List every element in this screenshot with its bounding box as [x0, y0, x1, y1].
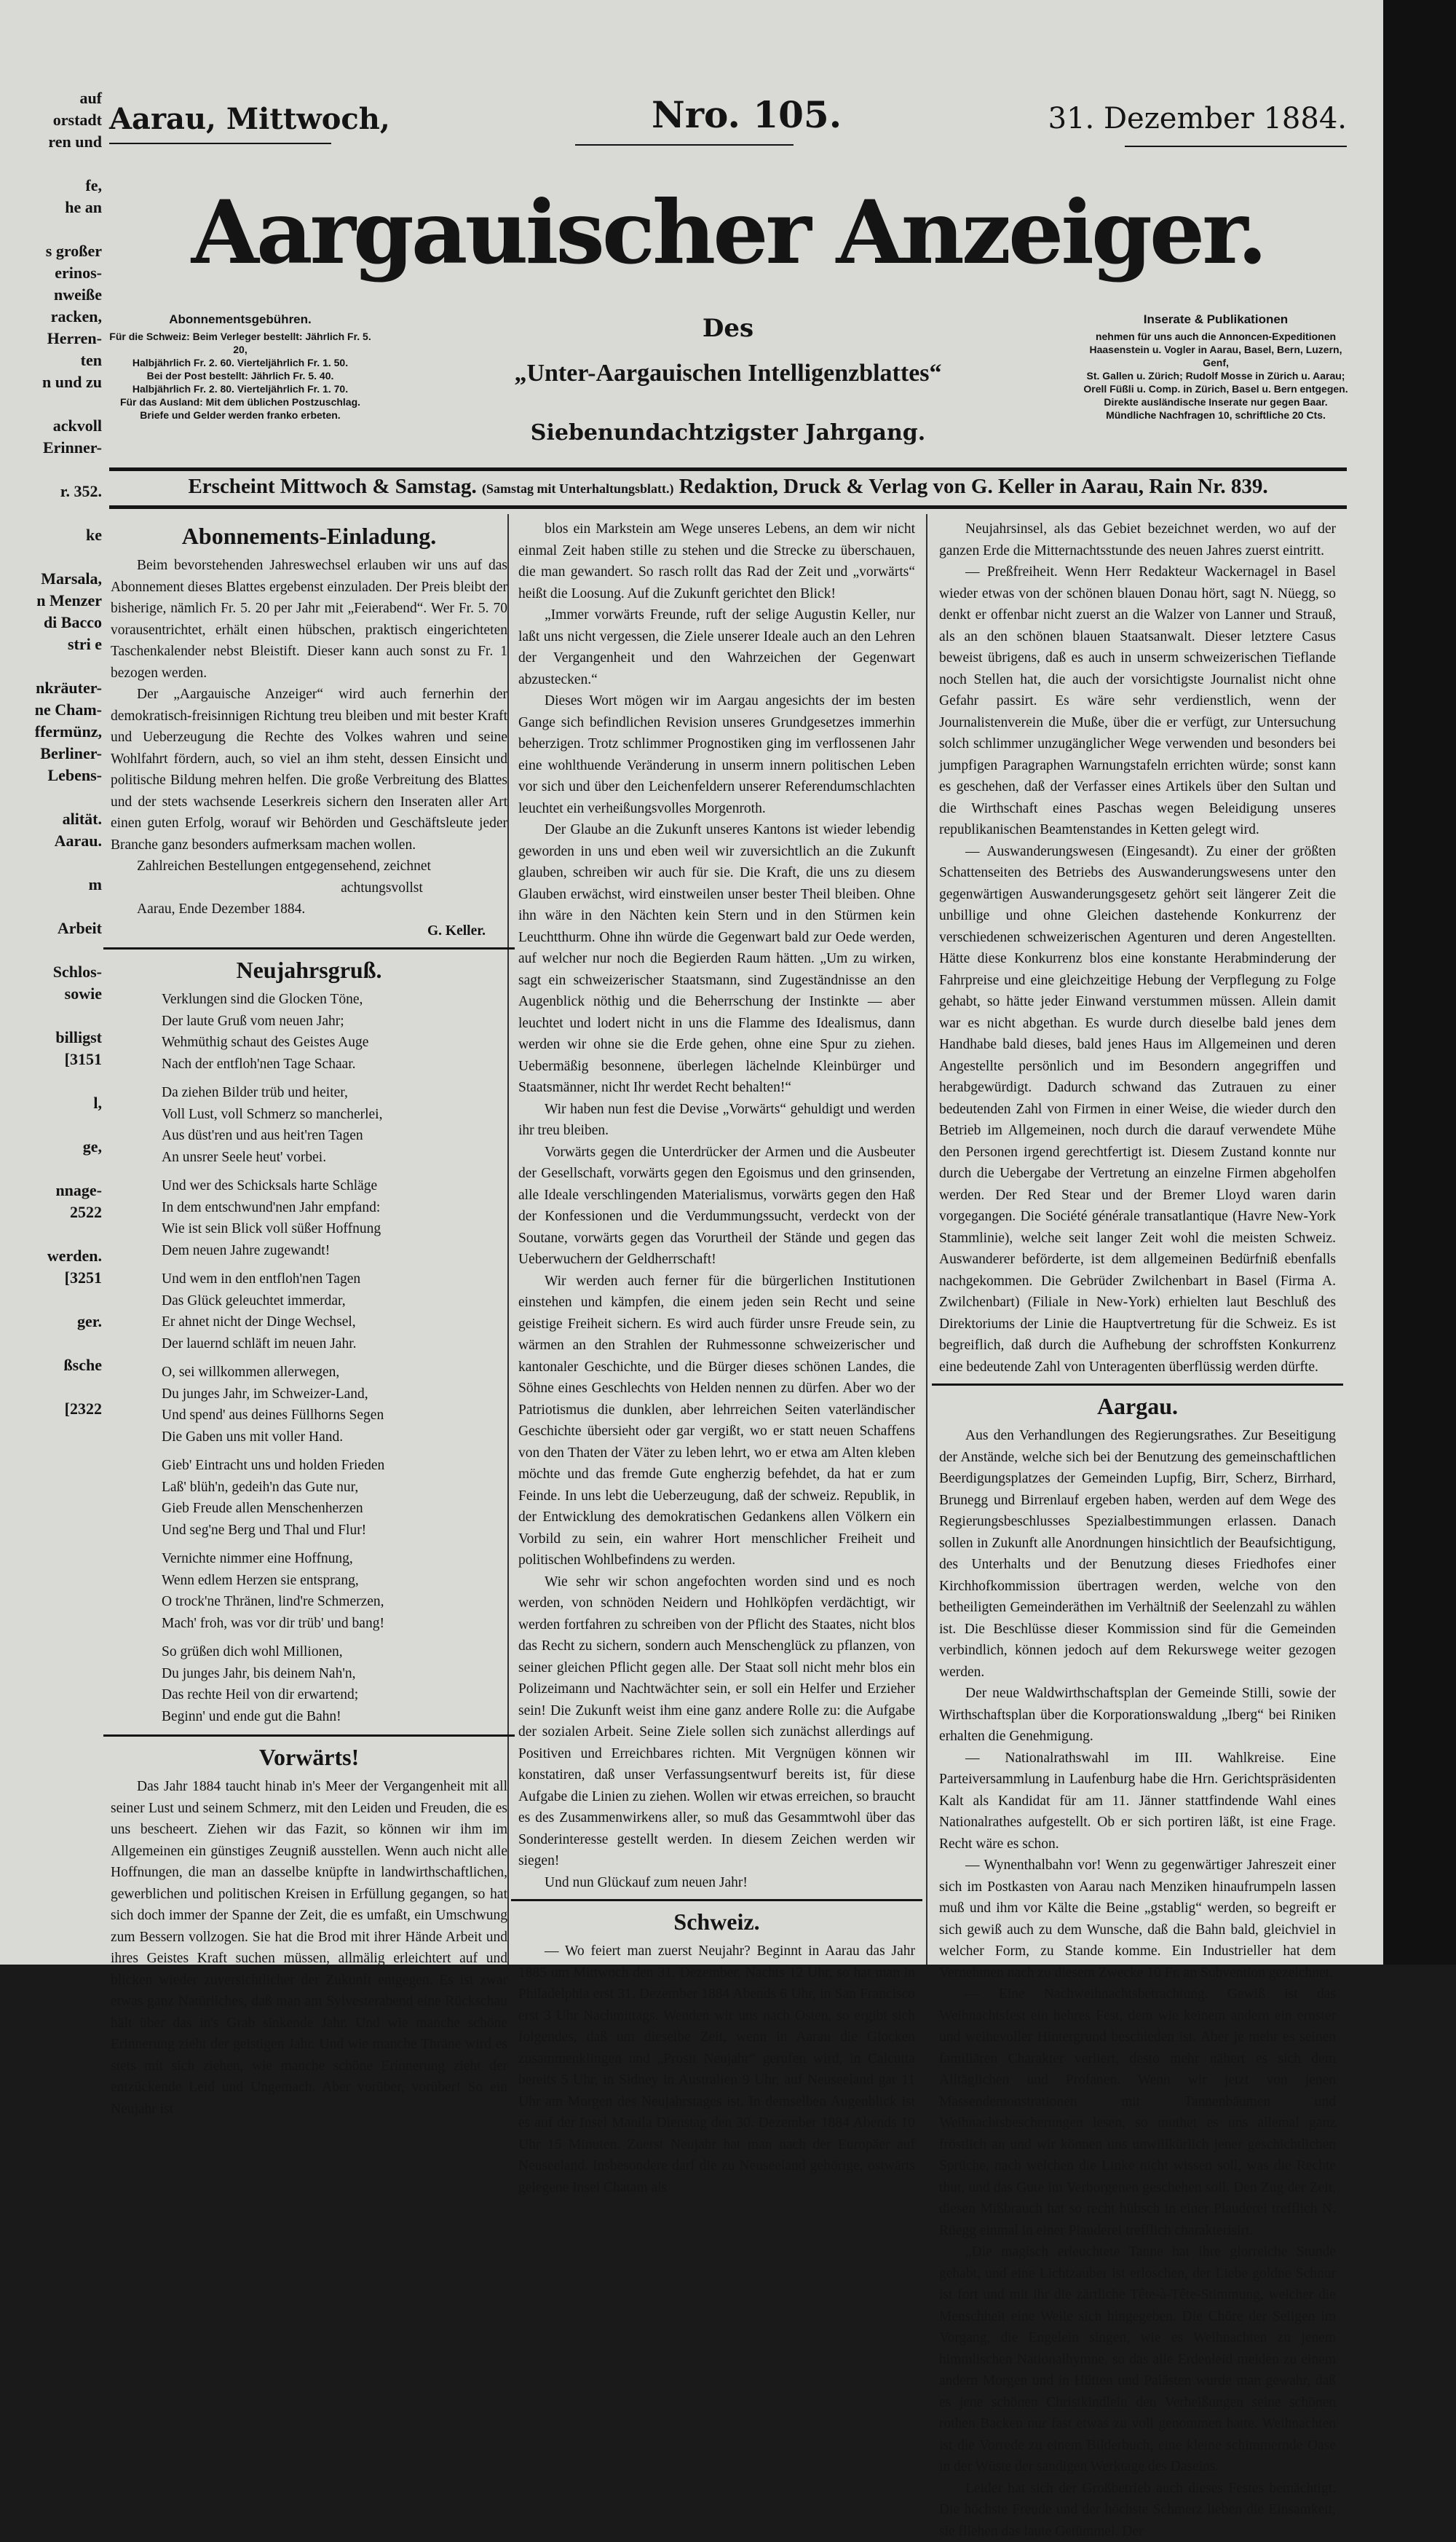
- place-and-day: Aarau, Mittwoch,: [109, 102, 390, 136]
- poem-line: Das Glück geleuchtet immerdar,: [111, 1290, 507, 1312]
- scan-border: [1383, 0, 1456, 1965]
- article-paragraph: — Auswanderungswesen (Eingesandt). Zu einer der größten Schattenseiten des Betriebs des Auswanderungswesens unter den gegenwärtigen Auswanderungsgesetz gehört seit längerer Zeit die unbillige und ohne Gleichen dastehende Konkurrenz der verschiedenen schweizerischen Agenturen und deren Angestellten. Hätte diese Konkurrenz blos eine konstante Herabminderung der Fahrpreise und eine gleichzeitige Hebung der Verpflegung zu Folge gehabt, so hätte jeder Einwand verstummen müssen. Allein damit war es nicht abgethan. Es wurde durch dieselbe bald jenes dem Handhabe bald dieses, bald jenes Haus im Allgemeinen und deren Angestellte persönlich und im Besondern angegriffen und herabgewürdigt. Dadurch schwand das Zutrauen zu einer bedeutenden Zahl von Firmen in einer Weise, die wieder durch den Betrieb im Allgemeinen, noch durch die darauf verwendete Mühe den Personen irgend gerechtfertigt ist. Diesem Zustand konnte nur durch die Uebergabe der Vertretung an einzelne Firmen abgeholfen werden. Der Red Stear und der Bremer Lloyd waren darin vorgegangen. Die Société générale transatlantique (Havre New-York Stammlinie), welche seit langer Zeit wohl die meisten Schweiz. Auswanderer beförderte, ist dem allgemeinen Bedürfniß ebenfalls nachgekommen. Die Gebrüder Zwilchenbart in Basel (Firma A. Zwilchenbart) (Filiale in New-York) erhielten laut Beschluß des Direktoriums der Linie die Hauptvertretung für die Schweiz. Es ist begreiflich, daß durch die Aufhebung der schroffsten Konkurrenz eine bedeutende Zahl von Unteragenten überflüssig werden dürfte.: [939, 841, 1336, 1378]
- text-line: ne Cham-: [0, 699, 102, 721]
- poem-line: Wie ist sein Blick voll süßer Hoffnung: [111, 1218, 507, 1240]
- section-heading-schweiz: Schweiz.: [518, 1907, 915, 1936]
- text-line: [0, 459, 102, 481]
- text-line: fe,: [0, 175, 102, 197]
- text-line: Für die Schweiz: Beim Verleger bestellt: Jährlich Fr. 5. 20,: [106, 330, 375, 356]
- poem-line: Du junges Jahr, im Schweizer-Land,: [111, 1384, 507, 1405]
- text-line: Halbjährlich Fr. 2. 60. Vierteljährlich Fr. 1. 50.: [106, 356, 375, 369]
- article-paragraph: „Die magisch erleuchtete Tanne hat ihre glorreiche Stunde gehabt, und eine Lichtzauber ist erloschen, der Liebe goldne Schnur ist fort und mit ihr die zärtliche Tête-à-Tête-Stimmung, welcher die Menschheit eine Weile sich hingegeben. Die Chöre der Seligen im Vorgang, die Engelein singen, wie es Weihnachten zu jenem himmlischen Nationalhymne, so das alle Erdenleid meiden zu einem andern Morgen und in Hütten und Palästen wurde man gewahr, daß es jene schönen Christkindlein den Verheißungen seine schönen rothen Backen nur fast etwas zu voll genommen hatte. Weihnachten ist die Vorrede zu einem Bilderbuch, eine kleine schimmernde Oase in der Wüste der sandigen Werktage des Daseins.: [939, 2241, 1336, 2478]
- text-line: ackvoll: [0, 415, 102, 437]
- advertising-box: [1081, 312, 1350, 422]
- text-line: ffermünz,: [0, 721, 102, 743]
- poem-line: Er ahnet nicht der Dinge Wechsel,: [111, 1311, 507, 1333]
- poem-line: Der laute Gruß vom neuen Jahr;: [111, 1011, 507, 1033]
- text-line: Mündliche Nachfragen 10, schriftliche 20 Cts.: [1081, 408, 1350, 422]
- poem-line: Das rechte Heil von dir erwartend;: [111, 1684, 507, 1706]
- rule: [511, 1899, 922, 1901]
- text-line: billigst: [0, 1027, 102, 1049]
- column-1: [111, 518, 507, 2120]
- poem-stanza: [111, 1175, 507, 1261]
- poem-line: Nach der entfloh'nen Tage Schaar.: [111, 1054, 507, 1075]
- text-line: werden.: [0, 1245, 102, 1267]
- text-line: [0, 218, 102, 240]
- poem-heading: Neujahrsgruß.: [111, 955, 507, 984]
- text-line: [0, 655, 102, 677]
- text-line: racken,: [0, 306, 102, 328]
- poem-line: So grüßen dich wohl Millionen,: [111, 1641, 507, 1663]
- text-line: [0, 786, 102, 808]
- text-line: [0, 939, 102, 961]
- article-paragraph: „Immer vorwärts Freunde, ruft der selige Augustin Keller, nur laßt uns nicht vergessen, die Ziele unserer Ideale auch an den Lehren der Vergangenheit und den Wahrzeichen der Gegenwart abzustecken.“: [518, 604, 915, 690]
- poem-line: O trock'ne Thränen, lind're Schmerzen,: [111, 1591, 507, 1613]
- text-line: Arbeit: [0, 917, 102, 939]
- text-line: Marsala,: [0, 568, 102, 590]
- article-paragraph: Dieses Wort mögen wir im Aargau angesichts der im besten Gange sich befindlichen Revision unseres Grundgesetzes immerhin beherzigen. Trotz schlimmer Prognostiken ging im verflossenen Jahr eine wohlthuende Veränderung in unserm innern politischen Leben vor sich und über den Leichenfeldern unserer Referendumschlachten leuchtet ein verheißungsvolles Morgenroth.: [518, 690, 915, 819]
- poem-stanza: [111, 1455, 507, 1541]
- text-line: s großer: [0, 240, 102, 262]
- text-line: [0, 1070, 102, 1092]
- rule: [109, 143, 331, 144]
- poem-line: Beginn' und ende gut die Bahn!: [111, 1706, 507, 1728]
- poem-line: Dem neuen Jahre zugewandt!: [111, 1240, 507, 1262]
- text-line: stri e: [0, 633, 102, 655]
- rule: [1125, 146, 1347, 147]
- signature: G. Keller.: [111, 920, 507, 942]
- text-line: Aarau.: [0, 830, 102, 852]
- rule: [103, 1734, 515, 1737]
- poem-line: Gieb' Eintracht uns und holden Frieden: [111, 1455, 507, 1477]
- poem-line: Du junges Jahr, bis deinem Nah'n,: [111, 1663, 507, 1685]
- text-line: nnage-: [0, 1180, 102, 1201]
- text-line: [0, 1005, 102, 1027]
- text-line: alität.: [0, 808, 102, 830]
- poem-line: Aus düst'ren und aus heit'ren Tagen: [111, 1125, 507, 1147]
- issue-date: 31. Dezember 1884.: [1048, 102, 1347, 135]
- rule: [575, 144, 794, 146]
- text-line: [0, 896, 102, 917]
- text-line: m: [0, 874, 102, 896]
- article-heading-vorwaerts: Vorwärts!: [111, 1742, 507, 1772]
- poem-line: Und spend' aus deines Füllhorns Segen: [111, 1405, 507, 1426]
- article-paragraph: Neujahrsinsel, als das Gebiet bezeichnet werden, wo auf der ganzen Erde die Mitternachtsstunde des neuen Jahres zuerst eintritt.: [939, 518, 1336, 561]
- subtitle-des: Des: [510, 313, 946, 344]
- text-line: [3251: [0, 1267, 102, 1289]
- section-heading-aargau: Aargau.: [939, 1392, 1336, 1421]
- article-paragraph: — Wynenthalbahn vor! Wenn zu gegenwärtiger Jahreszeit einer sich im Postkasten von Aarau nach Menziken hinaufrumpeln lassen muß und ihm vor Kälte die Beine „gstablig“ werden, so begreift er sich gewiß auch zu dem Wunsche, daß die Bahn bald, gleichviel in welcher Form, zu Stande komme. Ein Industrieller hat dem Vernehmen nach zu diesem Zwecke 10 Fr. an Subvention gezeichnet.: [939, 1855, 1336, 1984]
- text-line: n Menzer: [0, 590, 102, 612]
- text-line: St. Gallen u. Zürich; Rudolf Mosse in Zürich u. Aarau;: [1081, 369, 1350, 382]
- poem-line: Wehmüthig schaut des Geistes Auge: [111, 1032, 507, 1054]
- text-line: Bei der Post bestellt: Jährlich Fr. 5. 40.: [106, 369, 375, 382]
- text-line: Für das Ausland: Mit dem üblichen Postzuschlag.: [106, 395, 375, 408]
- article-paragraph: Wie sehr wir schon angefochten worden sind und es noch werden, von schnöden Neidern und Hohlköpfen verdächtigt, wir werden fortfahren zu schreiben von der Pflicht des Staates, nicht blos das Recht zu sichern, sondern auch Menschenglück zu pflanzen, von seiner gleichen Pflicht gegen alle. Der Staat soll nicht mehr blos ein Polizeimann und Nachtwächter sein, er soll ein Helfer und Erzieher sein! Die Zukunft weist ihm eine ganz andere Rolle zu: die Aufgabe der sozialen Arbeit. Seine Ziele sollen sich zunächst allerdings auf Positiven und Erreichbares richten. Mit Vergnügen können wir konstatiren, daß unser Verfassungsentwurf bereits ist, für diese Aufgabe die Linien zu ziehen. Wollen wir etwas erreichen, so braucht es des Zusammenwirkens aller, so muß das Gesammtwohl über das Sonderinteresse gestellt werden. In diesem Zeichen werden wir siegen!: [518, 1571, 915, 1872]
- article-paragraph: Wir haben nun fest die Devise „Vorwärts“ gehuldigt und werden ihr treu bleiben.: [518, 1099, 915, 1142]
- text-line: 2522: [0, 1201, 102, 1223]
- text-line: erinos-: [0, 262, 102, 284]
- article-paragraph: blos ein Markstein am Wege unseres Lebens, an dem wir nicht einmal Zeit haben stille zu stehen und die Strecke zu überschauen, die man gewandert. So rasch rollt das Rad der Zeit und „vorwärts“ heißt die Loosung. Auf die Zukunft gerichtet den Blick!: [518, 518, 915, 604]
- text-line: di Bacco: [0, 612, 102, 633]
- text-line: [0, 393, 102, 415]
- text-line: n und zu: [0, 371, 102, 393]
- article-paragraph: Der neue Waldwirthschaftsplan der Gemeinde Stilli, sowie der Wirthschaftsplan über die Korporationswaldung „Iberg“ bei Riniken erhalten die Genehmigung.: [939, 1683, 1336, 1748]
- text-line: [0, 546, 102, 568]
- text-line: Orell Füßli u. Comp. in Zürich, Basel u. Bern entgegen.: [1081, 382, 1350, 395]
- closing: achtungsvollst: [111, 877, 507, 899]
- text-line: nweiße: [0, 284, 102, 306]
- text-line: Berliner-: [0, 743, 102, 765]
- newspaper-title: Aargauischer Anzeiger.: [109, 175, 1347, 291]
- text-line: ger.: [0, 1311, 102, 1333]
- volume-year: Siebenundachtzigster Jahrgang.: [510, 419, 946, 448]
- poem-line: Vernichte nimmer eine Hoffnung,: [111, 1548, 507, 1570]
- text-line: sowie: [0, 983, 102, 1005]
- text-line: [0, 852, 102, 874]
- text-line: ßsche: [0, 1354, 102, 1376]
- poem-stanza: [111, 1082, 507, 1168]
- poem-line: Und wer des Schicksals harte Schläge: [111, 1175, 507, 1197]
- article-paragraph: Der „Aargauische Anzeiger“ wird auch fernerhin der demokratisch-freisinnigen Richtung treu bleiben und mit bester Kraft und Ueberzeugung die Rechte des Volkes wahren und seine Wohlfahrt fördern, auch, so viel an ihm steht, dessen Einsicht und politische Bildung mehren helfen. Die große Verbreitung des Blattes und der stets wachsende Leserkreis sichern den Inseraten aller Art einen guten Erfolg, worauf wir Behörden und Geschäftsleute jeder Branche ganz besonders aufmerksam machen wollen.: [111, 684, 507, 856]
- text-line: [3151: [0, 1049, 102, 1070]
- poem-stanza: [111, 1362, 507, 1448]
- text-line: nehmen für uns auch die Annoncen-Expeditionen Haasenstein u. Vogler in Aarau, Basel, Bern, Luzern, Genf,: [1081, 330, 1350, 369]
- column-divider: [507, 514, 509, 1965]
- text-line: [0, 153, 102, 175]
- poem-line: Der lauernd schläft im neuen Jahr.: [111, 1333, 507, 1355]
- banner-note: (Samstag mit Unterhaltungsblatt.): [482, 481, 674, 496]
- text-line: auf: [0, 87, 102, 109]
- text-line: [0, 1376, 102, 1398]
- poem-line: Verklungen sind die Glocken Töne,: [111, 989, 507, 1011]
- advertising-heading: Inserate & Publikationen: [1081, 312, 1350, 328]
- text-line: Lebens-: [0, 765, 102, 786]
- text-line: [0, 502, 102, 524]
- article-paragraph: — Eine Nachweihnachtsbetrachtung. Gewiß ist das Weihnachtsfest ein hehres Fest, dem wie keinem andern ein ernster und weihevoller Hintergrund beschieden ist. Aber je mehr es seinen familiären Charakter verliert, desto mehr nähert es sich dem Alltäglichen und Profanen. Wenn wir jetzt von jenen Massendemonstrationen mit Tannenbäumen und Weihnachtsbescherungen lesen, so muthet es uns allemal ganz fröstlich an und wir können uns unwillkürlich jener geschichtlichen Sprüche, nach welchen die Linke nicht wissen soll, was die Rechte thut, und das Gute im Verborgenen geschehen soll. Den Zug der Zeit, diesen Mißbrauch hat so recht hübsch in einer Plauderei trefflich N. Rüegg einmal in einer Plauderei trefflich charakterisirt.: [939, 1984, 1336, 2241]
- thick-rule: [109, 467, 1347, 471]
- article-paragraph: Aus den Verhandlungen des Regierungsrathes. Zur Beseitigung der Anstände, welche sich bei der Benutzung des gemeinschaftlichen Beerdigungsplatzes der Gemeinden Lupfig, Birr, Scherz, Birrhard, Brunegg und Birrenlauf ergeben haben, werden auf dem Wege des Regierungsbeschlusses Spezialbestimmungen erlassen. Danach sollen in Zukunft alle Anordnungen hinsichtlich der Beaufsichtigung, des Unterhalts und der Benutzung dieses Friedhofes einer Kirchhofkommission übertragen werden, welche von den betheiligten Gemeinderäthen im Verhältniß der Seelenzahl zu wählen ist. Die Beschlüsse dieser Kommission sind für die Gemeinden verbindlich, können jedoch auf dem Rekurswege weiter gezogen werden.: [939, 1425, 1336, 1683]
- column-3: [939, 518, 1336, 2542]
- text-line: [0, 1223, 102, 1245]
- text-line: nkräuter-: [0, 677, 102, 699]
- subscription-invitation-heading: Abonnements-Einladung.: [111, 521, 507, 550]
- place-date: Aarau, Ende Dezember 1884.: [111, 899, 507, 920]
- text-line: ren und: [0, 131, 102, 153]
- subscription-fees-box: [106, 312, 375, 422]
- rule: [932, 1384, 1343, 1386]
- banner-schedule: Erscheint Mittwoch & Samstag.: [188, 475, 476, 498]
- subtitle: „Unter-Aargauischen Intelligenzblattes“: [382, 357, 1074, 390]
- text-line: [0, 1158, 102, 1180]
- article-paragraph: Das Jahr 1884 taucht hinab in's Meer der Vergangenheit mit all seiner Lust und seinem Schmerz, mit den Leiden und Freuden, die es uns bescheert. Ziehen wir das Fazit, so können wir ihm im Allgemeinen ein günstiges Zeugniß ausstellen. Wenn auch nicht alle Hoffnungen, die man an dasselbe knüpfte in landwirthschaftlichen, gewerblichen und politischen Kreisen in Erfüllung gegangen, so hat sich doch immer der Spanne der Zeit, die es umfaßt, ein Umschwung zum Bessern vollzogen. Sie hat die Brod mit ihrer Hände Arbeit und ihres Geistes Kraft suchen müssen, allmälig erleichtert auf und blicken wieder zuversichtlicher der Zukunft entgegen. Es ist zwar etwas ganz Natürliches, daß man am Sylvesterabend eine Rückschau hält über das in's Grab sinkende Jahr. Und wie manche schöne Erinnerung zieht der geistigen Jahr. Und wie manche Thräne wird es stets mit sich ziehen, wie manche schöne Erinnerung zieht der entzückende Leid und Ungemach. Aber vorüber, vorüber! So ein Neujahr ist: [111, 1776, 507, 2120]
- text-line: Halbjährlich Fr. 2. 80. Vierteljährlich Fr. 1. 70.: [106, 382, 375, 395]
- rule: [103, 947, 515, 950]
- article-paragraph: Leider hat sich der Großbetrieb auch dieses Festes bemächtigt. Die höchste Freude und der höchste Schmerz lieben die Einsamkeit, sie fliehen das laute Getümmel. Der: [939, 2478, 1336, 2542]
- text-line: [2322: [0, 1398, 102, 1420]
- text-line: Direkte ausländische Inserate nur gegen Baar.: [1081, 395, 1350, 408]
- text-line: [0, 1289, 102, 1311]
- article-paragraph: Vorwärts gegen die Unterdrücker der Armen und die Ausbeuter der Gesellschaft, vorwärts gegen den Egoismus und den grinsenden, alle Ideale verschlingenden Materialismus, vorwärts gegen den Haß der Konfessionen und die Verdummungssucht, verdeckt von der Soutane, vorwärts gegen das Vorurtheil der Stände und gegen das Ueberwuchern der Geldherrschaft!: [518, 1142, 915, 1271]
- poem-stanza: [111, 1641, 507, 1727]
- article-paragraph: — Nationalrathswahl im III. Wahlkreise. Eine Parteiversammlung in Laufenburg habe die Hrn. Gerichtspräsidenten Kalt als Kandidat für am 11. Jänner stattfindende Wahl eines Nationalrathes aufgestellt. Ob er sich portiren läßt, ist eine Frage. Recht wäre es schon.: [939, 1748, 1336, 1855]
- poem-line: Voll Lust, voll Schmerz so mancherlei,: [111, 1104, 507, 1126]
- text-line: Erinner-: [0, 437, 102, 459]
- poem-line: Die Gaben uns mit voller Hand.: [111, 1426, 507, 1448]
- text-line: ten: [0, 350, 102, 371]
- text-line: ge,: [0, 1136, 102, 1158]
- article-paragraph: — Wo feiert man zuerst Neujahr? Beginnt in Aarau das Jahr 1885 um Mittwoch den 31. Dezember, Nachts 12 Uhr, so hat man in Philadelphia erst 31. Dezember 1884 Abends 6 Uhr, in San Francisco erst 3 Uhr Nachmittags. Wenden wir uns nach Osten, so ergibt sich folgendes, daß um dieselbe Zeit, wenn in Aarau die Glocken zusammenklingen und „Prosit Neujahr“ gerufen wird, in Calcutta bereits 5 Uhr, in Sidney in Australien 9 Uhr, auf Neuseeland gar 11 Uhr am Morgen des Neujahrstages ist. In demselben Augenblick ist es auf der Insel Manila Dienstag den 30. Dezember 1884 Abends 10 Uhr 15 Minuten. Zuerst Neujahr hat man nach der Europäer auf Neuseeland. Insbesondere darf die zu Neuseeland gehörige, ostwärts gelegene Insel Chatam als: [518, 1941, 915, 2198]
- article-paragraph: Zahlreichen Bestellungen entgegensehend, zeichnet: [111, 856, 507, 877]
- subscription-fees-heading: Abonnementsgebühren.: [106, 312, 375, 328]
- text-line: orstadt: [0, 109, 102, 131]
- left-adjacent-page-fragments: [0, 87, 102, 1420]
- poem-line: O, sei willkommen allerwegen,: [111, 1362, 507, 1384]
- text-line: he an: [0, 197, 102, 218]
- poem-line: Und wem in den entfloh'nen Tagen: [111, 1268, 507, 1290]
- poem-line: Laß' blüh'n, gedeih'n das Gute nur,: [111, 1477, 507, 1499]
- poem-line: Da ziehen Bilder trüb und heiter,: [111, 1082, 507, 1104]
- publication-banner: [109, 473, 1347, 502]
- text-line: l,: [0, 1092, 102, 1114]
- banner-publisher: Redaktion, Druck & Verlag von G. Keller in Aarau, Rain Nr. 839.: [679, 475, 1268, 498]
- poem-line: In dem entschwund'nen Jahr empfand:: [111, 1197, 507, 1219]
- column-2: [518, 518, 915, 2198]
- text-line: [0, 1333, 102, 1354]
- text-line: r. 352.: [0, 481, 102, 502]
- article-paragraph: Der Glaube an die Zukunft unseres Kantons ist wieder lebendig geworden in uns und eben weil wir zuversichtlich an die Zukunft glauben, schreiben wir auch für sie. Die Kraft, die uns zu diesem Glauben erwächst, wird einstweilen unser bester Theil bleiben. Ohne ihn wäre in den Nächten kein Stern und in den Stürmen kein Leuchtthurm. Ohne ihn würde die Gegenwart bald zur Oede werden, auf welcher nur noch die Begierden Raum hätten. „Um zu wirken, sagt ein schweizerischer Staatsmann, sind Zugeständnisse an den Augenblick nöthig und die Beherrschung der Instinkte — aber leuchtet und lodert nicht in uns die Flamme des Idealismus, dann werden wir ohne sie die Erde gehen, ohne eine Spur zu ziehen. Uebermäßig besonnene, überlegen lächelnde Kleinbürger und Staatsmänner, nicht Ihr werdet Recht behalten!“: [518, 819, 915, 1099]
- text-line: Schlos-: [0, 961, 102, 983]
- issue-number: Nro. 105.: [652, 93, 842, 136]
- text-line: [0, 1114, 102, 1136]
- article-paragraph: Und nun Glückauf zum neuen Jahr!: [518, 1872, 915, 1894]
- text-line: ke: [0, 524, 102, 546]
- poem-line: An unsrer Seele heut' vorbei.: [111, 1147, 507, 1169]
- poem-stanza: [111, 989, 507, 1075]
- text-line: Briefe und Gelder werden franko erbeten.: [106, 408, 375, 422]
- article-paragraph: — Preßfreiheit. Wenn Herr Redakteur Wackernagel in Basel wieder etwas von der schönen blauen Donau hört, sagt N. Nüegg, so denkt er offenbar nicht zuerst an die Walzer von Lanner und Strauß, als an den schönen blauen Staatsanwalt. Dieser letztere Casus beweist übrigens, daß es auch in unserm schweizerischen Tieflande noch Stellen hat, die auch der vorsichtigste Journalist nicht ohne Gefahr passirt. Es wäre sehr verdienstlich, wenn der Journalistenverein die Muße, über die er verfügt, zur Untersuchung solch schlimmer unzugänglicher Wege verwenden und besonders bei jumpfigen Paragraphen Warnungstafeln errichten würde; sonst kann es geschehen, daß der Verfasser eines Artikels über den Sultan und die Wirthschaft eines Paschas wegen Beleidigung unseres republikanischen Beamtenstandes in Ketten gelegt wird.: [939, 561, 1336, 841]
- article-paragraph: Wir werden auch ferner für die bürgerlichen Institutionen einstehen und kämpfen, die einem jeden sein Recht und seine geistige Freiheit sichern. Es wird auch fürder unsre Freude sein, zu wärmen an den Strahlen der Ruhmessonne schweizerischer und kantonaler Geschichte, und die Bürger dieses schönen Landes, die Söhne eines Geschlechts von Helden nennen zu dürfen. Aber wo der Patriotismus die dunklen, aber lehrreichen Seiten vaterländischer Geschichte übersieht oder gar vergißt, wo er statt neuen Schaffens von den Thaten der Väter zu leben lehrt, wo er etwa am Alten kleben möchte und das fremde Gute engherzig befehdet, da hat er zum Feinde. In uns lebt die Ueberzeugung, daß der schweiz. Republik, in der Entwicklung des demokratischen Gedankens allen Völkern ein Vorbild zu sein, ein wahrer Hort menschlicher Freiheit und politischen Wohlbefindens zu werden.: [518, 1271, 915, 1571]
- poem-line: Und seg'ne Berg und Thal und Flur!: [111, 1520, 507, 1542]
- text-line: Herren-: [0, 328, 102, 350]
- poem-stanza: [111, 1268, 507, 1354]
- poem-line: Mach' froh, was vor dir trüb' und bang!: [111, 1613, 507, 1635]
- article-paragraph: Beim bevorstehenden Jahreswechsel erlauben wir uns auf das Abonnement dieses Blattes ergebenst einzuladen. Der Preis bleibt der bisherige, nämlich Fr. 5. 20 per Jahr mit „Feierabend“. Wer Fr. 5. 70 vorausentrichtet, erhält einen hübschen, praktisch eingerichteten Taschenkalender nebst Bleistift. Dieser kann auch sonst zu Fr. 1 bezogen werden.: [111, 555, 507, 684]
- poem-stanza: [111, 1548, 507, 1634]
- poem-line: Gieb Freude allen Menschenherzen: [111, 1498, 507, 1520]
- column-divider: [926, 514, 927, 1965]
- thick-rule: [109, 505, 1347, 509]
- poem-line: Wenn edlem Herzen sie entsprang,: [111, 1570, 507, 1592]
